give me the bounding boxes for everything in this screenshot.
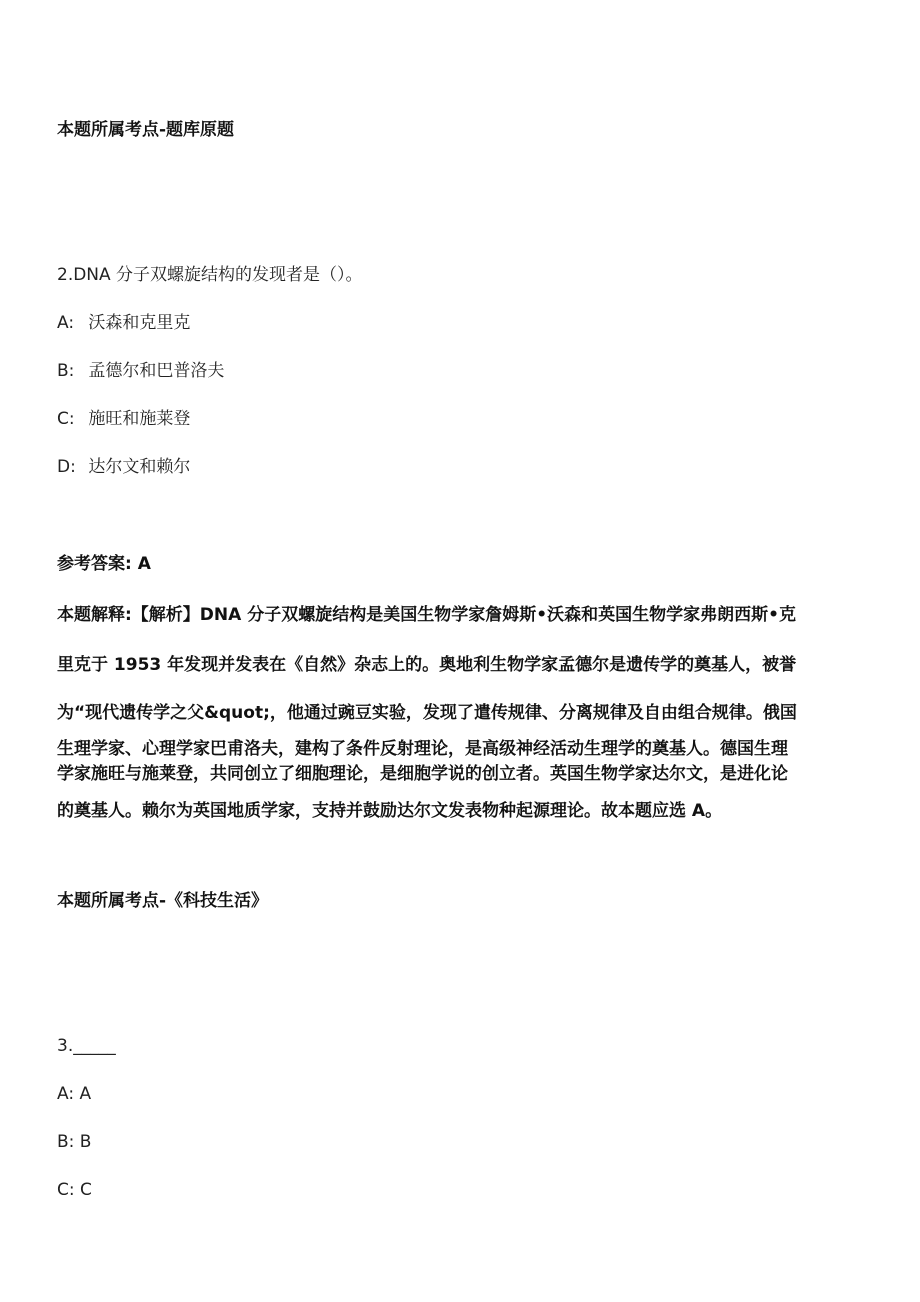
explanation-line: 里克于 1953 年发现并发表在《自然》杂志上的。奥地利生物学家孟德尔是遗传学的奠基人，被誉 — [57, 655, 797, 675]
option-text: 孟德尔和巴普洛夫 — [88, 361, 225, 381]
option-key: C: — [57, 1180, 75, 1200]
option-text: A — [79, 1084, 92, 1104]
q2-option-c — [57, 408, 190, 430]
option-key: A: — [57, 1084, 75, 1104]
option-text: 达尔文和赖尔 — [88, 457, 191, 477]
explanation-line: 本题解释:【解析】DNA 分子双螺旋结构是美国生物学家詹姆斯•沃森和英国生物学家弗朗西斯•克 — [57, 605, 796, 625]
option-text: 沃森和克里克 — [88, 313, 191, 333]
option-key: B: — [57, 361, 75, 381]
q2-stem: 2.DNA 分子双螺旋结构的发现者是（）。 — [57, 265, 363, 285]
option-key: B: — [57, 1132, 75, 1152]
explanation-line: 生理学家、心理学家巴甫洛夫，建构了条件反射理论，是高级神经活动生理学的奠基人。德国生理 — [57, 739, 788, 759]
option-text: B — [79, 1132, 92, 1152]
q1-footer: 本题所属考点-题库原题 — [57, 120, 235, 140]
option-text: 施旺和施莱登 — [88, 409, 191, 429]
q2-answer: 参考答案: A — [57, 554, 151, 574]
explanation-line: 学家施旺与施莱登，共同创立了细胞理论，是细胞学说的创立者。英国生物学家达尔文，是进化论 — [57, 764, 788, 784]
q2-option-b — [57, 360, 224, 382]
q3-stem: 3._____ — [57, 1036, 116, 1056]
explanation-line: 为“现代遗传学之父&quot;，他通过豌豆实验，发现了遣传规律、分离规律及自由组合规律。俄国 — [57, 703, 797, 723]
option-key: C: — [57, 409, 75, 429]
q3-option-a — [57, 1083, 91, 1105]
q3-option-c — [57, 1179, 92, 1201]
q2-option-d — [57, 456, 190, 478]
option-key: D: — [57, 457, 76, 477]
option-key: A: — [57, 313, 75, 333]
explanation-line: 的奠基人。赖尔为英国地质学家，支持并鼓励达尔文发表物种起源理论。故本题应选 A。 — [57, 801, 723, 821]
q2-option-a — [57, 312, 190, 334]
q3-option-b — [57, 1131, 91, 1153]
q2-footer: 本题所属考点-《科技生活》 — [57, 891, 269, 911]
option-text: C — [80, 1180, 92, 1200]
